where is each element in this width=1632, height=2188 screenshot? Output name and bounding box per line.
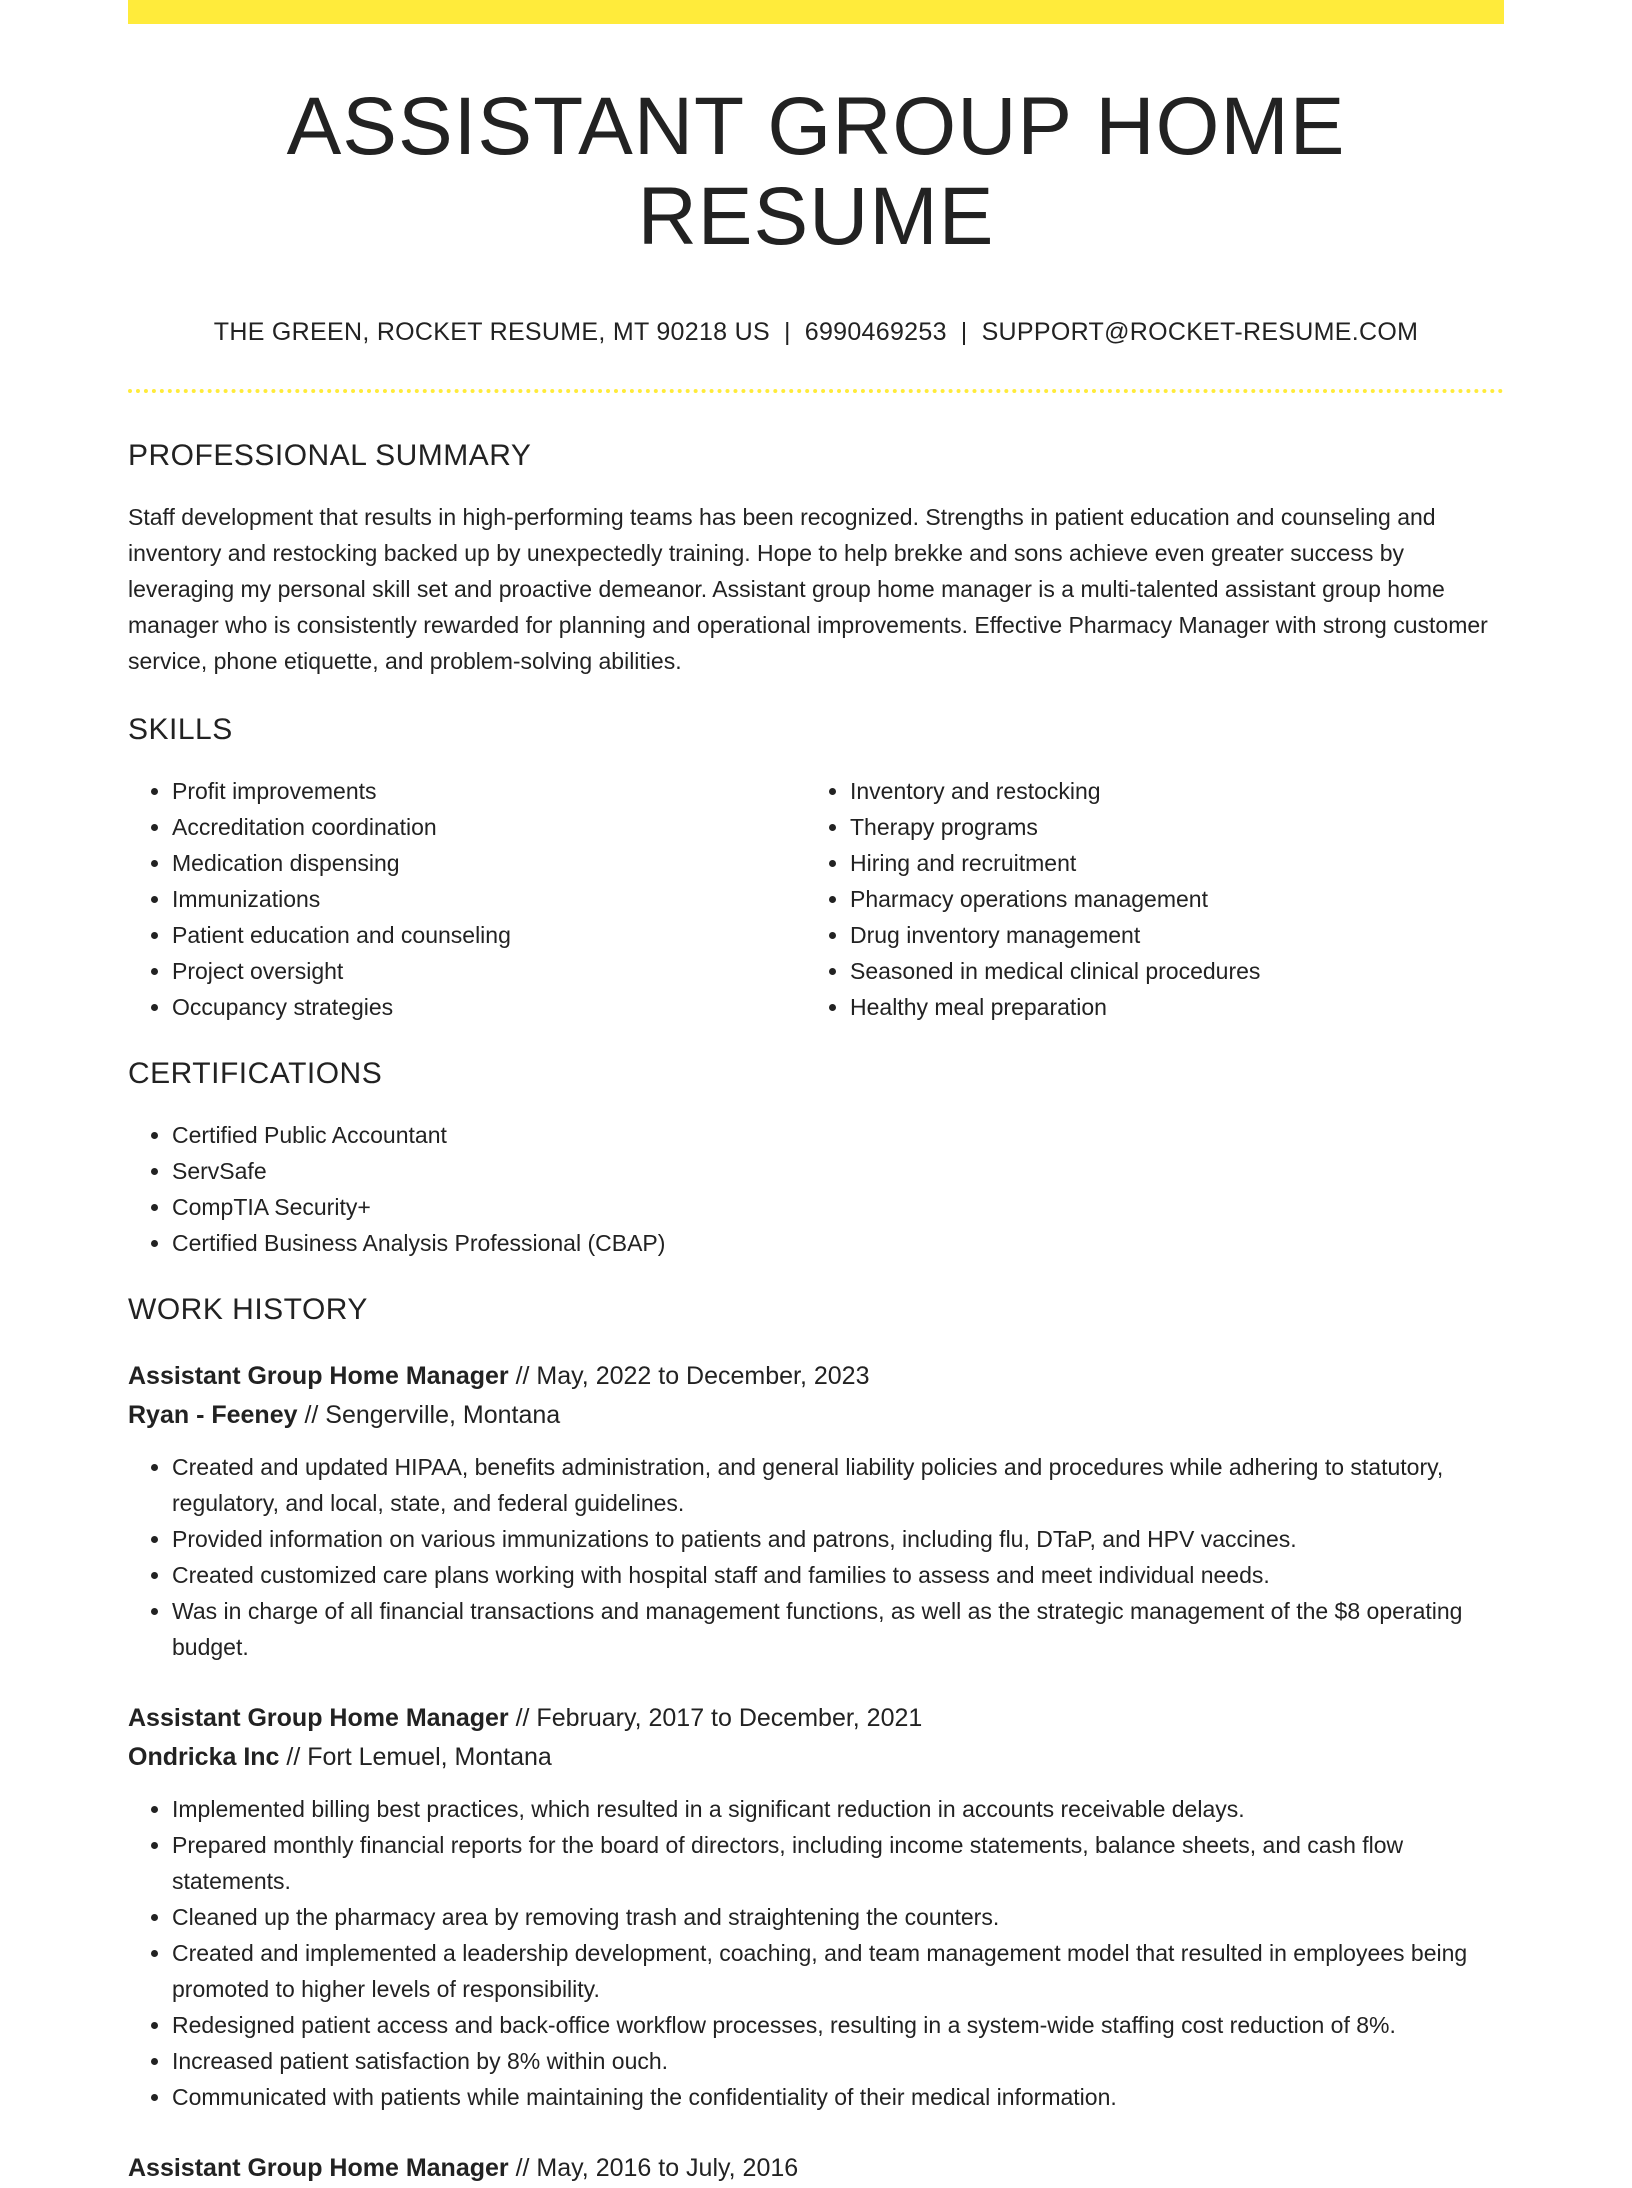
skills-heading: SKILLS (128, 713, 233, 747)
skill-item: • Occupancy strategies (172, 989, 806, 1025)
skill-item: • Accreditation coordination (172, 809, 806, 845)
contact-line (128, 318, 1504, 347)
skill-item: • Profit improvements (172, 773, 806, 809)
contact-phone: 6990469253 (804, 318, 947, 347)
contact-address: THE GREEN, ROCKET RESUME, MT 90218 US (213, 318, 770, 347)
certifications-list (128, 1117, 1504, 1261)
skill-item: • Immunizations (172, 881, 806, 917)
job-bullet: • Cleaned up the pharmacy area by removing trash and straightening the counters. (172, 1899, 1504, 1935)
job-entry (128, 1357, 1504, 1665)
job-title-line (128, 2149, 1504, 2188)
skill-item: • Seasoned in medical clinical procedures (850, 953, 1484, 989)
job-title: Assistant Group Home Manager (128, 2154, 509, 2183)
job-dates: // May, 2022 to December, 2023 (508, 1362, 870, 1391)
job-entry (128, 2149, 1504, 2188)
accent-top-bar (128, 0, 1504, 24)
summary-text: Staff development that results in high-performing teams has been recognized. Strengths in patient education and counseling and inventory and restocking backed up by unexpectedly training. Hope to help brekke and sons achieve even greater success by leveraging my personal skill set and proactive demeanor. Assistant group home manager is a multi-talented assistant group home manager who is consistently rewarded for planning and operational improvements. Effective Pharmacy Manager with strong customer service, phone etiquette, and problem-solving abilities. (128, 504, 1488, 675)
job-entry (128, 1699, 1504, 2115)
skill-item: • Medication dispensing (172, 845, 806, 881)
work-history-heading: WORK HISTORY (128, 1293, 368, 1327)
job-title-line (128, 1357, 1504, 1396)
contact-separator: | (783, 318, 791, 347)
job-bullet: • Was in charge of all financial transactions and management functions, as well as the strategic management of the $8 operating budget. (172, 1593, 1504, 1665)
resume-page (128, 0, 1504, 2188)
resume-title: ASSISTANT GROUP HOME RESUME (286, 81, 1346, 263)
summary-heading: PROFESSIONAL SUMMARY (128, 439, 532, 473)
job-bullet: • Implemented billing best practices, which resulted in a significant reduction in accounts receivable delays. (172, 1791, 1504, 1827)
skill-item: • Drug inventory management (850, 917, 1484, 953)
certification-item: • CompTIA Security+ (172, 1189, 1504, 1225)
job-dates: // February, 2017 to December, 2021 (508, 1704, 923, 1733)
job-title: Assistant Group Home Manager (128, 1704, 509, 1733)
job-bullets (128, 1791, 1504, 2115)
contact-email: SUPPORT@ROCKET-RESUME.COM (981, 318, 1419, 347)
dotted-divider (128, 389, 1504, 393)
skill-item: • Inventory and restocking (850, 773, 1484, 809)
job-bullet: • Redesigned patient access and back-office workflow processes, resulting in a system-wide staffing cost reduction of 8%. (172, 2007, 1504, 2043)
skills-grid (128, 773, 1504, 1025)
job-bullet: • Created and implemented a leadership development, coaching, and team management model that resulted in employees being promoted to higher levels of responsibility. (172, 1935, 1504, 2007)
job-company: Ondricka Inc (128, 1743, 280, 1772)
skill-item: • Hiring and recruitment (850, 845, 1484, 881)
skill-item: • Healthy meal preparation (850, 989, 1484, 1025)
job-bullet: • Provided information on various immunizations to patients and patrons, including flu, DTaP, and HPV vaccines. (172, 1521, 1504, 1557)
job-bullet: • Prepared monthly financial reports for the board of directors, including income statements, balance sheets, and cash flow statements. (172, 1827, 1504, 1899)
job-location: // Fort Lemuel, Montana (279, 1743, 552, 1772)
job-bullet: • Created customized care plans working with hospital staff and families to assess and meet individual needs. (172, 1557, 1504, 1593)
skill-item: • Therapy programs (850, 809, 1484, 845)
certifications-heading: CERTIFICATIONS (128, 1057, 383, 1091)
contact-separator: | (960, 318, 968, 347)
job-title-line (128, 1699, 1504, 1738)
certification-item: • Certified Business Analysis Professional (CBAP) (172, 1225, 1504, 1261)
job-company-line (128, 1396, 1504, 1435)
job-bullet: • Created and updated HIPAA, benefits administration, and general liability policies and procedures while adhering to statutory, regulatory, and local, state, and federal guidelines. (172, 1449, 1504, 1521)
skills-list-left (128, 773, 806, 1025)
certification-item: • Certified Public Accountant (172, 1117, 1504, 1153)
skill-item: • Patient education and counseling (172, 917, 806, 953)
job-company: Ryan - Feeney (128, 1401, 298, 1430)
job-location: // Sengerville, Montana (297, 1401, 561, 1430)
skills-list-right (806, 773, 1484, 1025)
job-bullets (128, 1449, 1504, 1665)
job-title: Assistant Group Home Manager (128, 1362, 509, 1391)
job-bullet: • Communicated with patients while maintaining the confidentiality of their medical information. (172, 2079, 1504, 2115)
job-company-line (128, 1738, 1504, 1777)
job-bullet: • Increased patient satisfaction by 8% within ouch. (172, 2043, 1504, 2079)
job-dates: // May, 2016 to July, 2016 (508, 2154, 799, 2183)
skill-item: • Pharmacy operations management (850, 881, 1484, 917)
certification-item: • ServSafe (172, 1153, 1504, 1189)
skill-item: • Project oversight (172, 953, 806, 989)
